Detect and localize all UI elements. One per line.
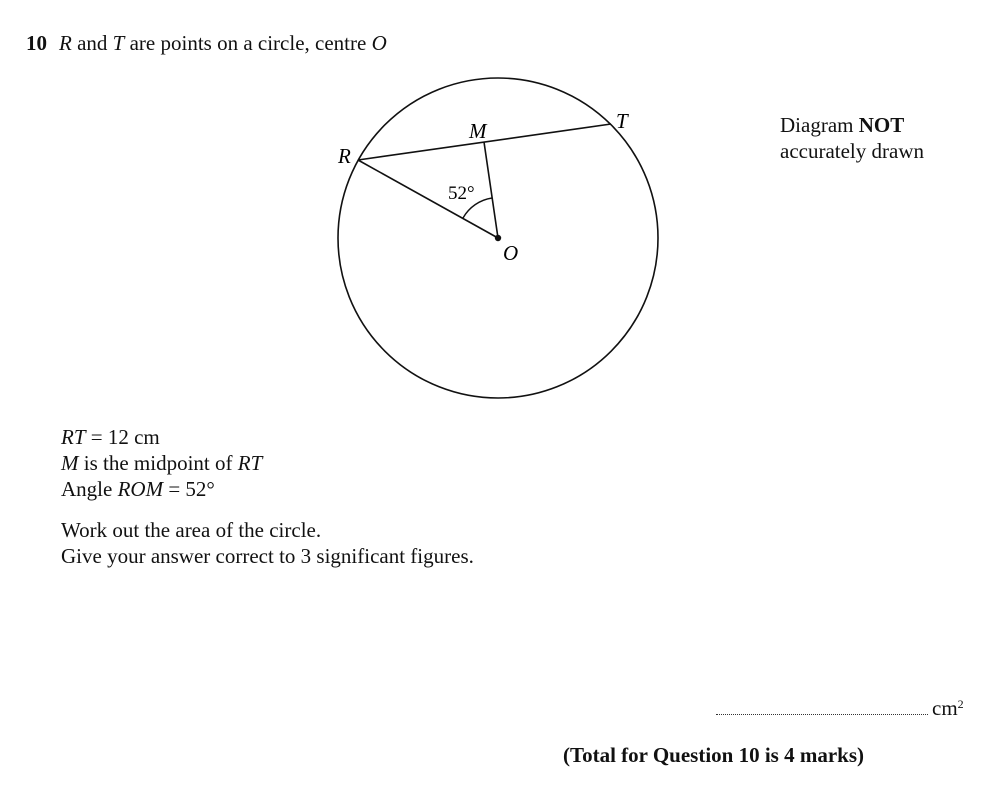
label-t: T [616,109,628,133]
radius-ro [358,160,498,238]
question-number: 10 [26,31,47,55]
centre-point [495,235,501,241]
instruction-line2: Give your answer correct to 3 significant figures. [61,544,474,568]
given-angle-value: = 52° [163,477,215,501]
answer-unit: cm [932,696,958,720]
given-rom: ROM [117,477,164,501]
stem-r: R [59,31,72,55]
stem-t: T [112,31,125,55]
note-line2: accurately drawn [780,139,924,163]
given-line1 [61,424,262,450]
total-marks: (Total for Question 10 is 4 marks) [563,743,865,767]
note-line1 [780,112,924,138]
given-midpoint-text: is the midpoint of [78,451,238,475]
given-angle-text: Angle [61,477,118,501]
note-bold: NOT [858,113,905,137]
answer-line[interactable] [716,695,964,721]
answer-unit-power: 2 [957,697,964,711]
given-rt: RT [61,425,86,449]
label-o: O [503,241,519,265]
given-m: M [61,451,79,475]
note-prefix: Diagram [780,113,859,137]
instructions [61,517,474,569]
angle-label: 52° [448,183,475,204]
given-line3 [61,476,262,502]
segment-om [484,142,498,238]
diagram-note [780,112,924,164]
answer-dots[interactable] [716,704,928,715]
instruction-line1: Work out the area of the circle. [61,518,322,542]
label-m: M [469,119,487,143]
given-rt-2: RT [237,451,263,475]
given-info [61,424,262,502]
given-line2 [61,450,262,476]
stem-text-2: are points on a circle, centre [124,31,372,55]
given-rt-value: = 12 cm [85,425,160,449]
stem-o: O [371,31,387,55]
stem-text-1: and [71,31,113,55]
label-r: R [338,144,351,168]
